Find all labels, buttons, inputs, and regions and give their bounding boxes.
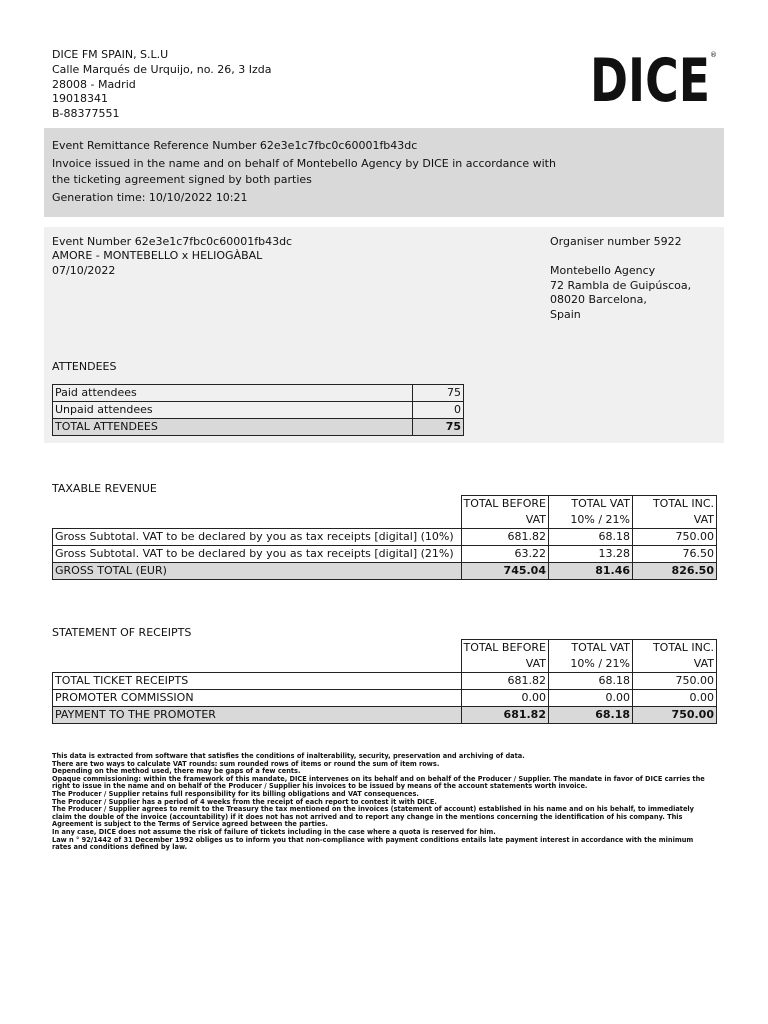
remittance-reference: Event Remittance Reference Number 62e3e1c7fbc0c60001fb43dc xyxy=(52,139,418,152)
company-name: DICE FM SPAIN, S.L.U xyxy=(52,48,169,61)
organiser-city: 08020 Barcelona, xyxy=(550,293,647,306)
before-vat-cell: 63.22 xyxy=(461,546,548,563)
row-label: Gross Subtotal. VAT to be declared by you as tax receipts [digital] (21%) xyxy=(53,546,462,563)
taxable-revenue-title: TAXABLE REVENUE xyxy=(52,482,157,495)
gross-total-vat: 81.46 xyxy=(549,563,633,580)
gross-total-label: GROSS TOTAL (EUR) xyxy=(53,563,462,580)
note-line: rates and conditions defined by law. xyxy=(52,843,188,852)
header-row xyxy=(53,640,717,673)
note-line: The Producer / Supplier retains full responsibility for its billing obligations and VAT consequences. xyxy=(52,789,419,798)
invoice-statement-line2: the ticketing agreement signed by both parties xyxy=(52,173,312,186)
column-header-before-vat: TOTAL BEFORE VAT xyxy=(461,640,548,673)
svg-text:DICE: DICE xyxy=(590,50,710,104)
taxable-revenue-table xyxy=(52,495,717,580)
inc-vat-cell: 0.00 xyxy=(633,690,717,707)
company-tax-id: B-88377551 xyxy=(52,107,120,121)
note-line: In any case, DICE does not assume the risk of failure of tickets including in the case where a quota is reserved for him. xyxy=(52,827,496,836)
organiser-country: Spain xyxy=(550,308,581,321)
event-date: 07/10/2022 xyxy=(52,264,116,277)
total-row xyxy=(53,563,717,580)
attendee-value: 0 xyxy=(413,402,464,419)
dice-logo xyxy=(590,50,718,104)
table-row xyxy=(53,529,717,546)
company-city: 28008 - Madrid xyxy=(52,77,136,91)
company-address xyxy=(52,48,271,122)
organiser-street: 72 Rambla de Guipúscoa, xyxy=(550,279,692,292)
payment-vat: 68.18 xyxy=(549,707,633,724)
inc-vat-cell: 76.50 xyxy=(633,546,717,563)
attendee-label: Unpaid attendees xyxy=(53,402,413,419)
payment-inc-vat: 750.00 xyxy=(633,707,717,724)
total-attendees-label: TOTAL ATTENDEES xyxy=(53,419,413,436)
attendees-table xyxy=(52,384,464,436)
table-row xyxy=(53,673,717,690)
event-name: AMORE - MONTEBELLO x HELIOGÀBAL xyxy=(52,249,263,262)
column-header-vat: TOTAL VAT 10% / 21% xyxy=(549,640,633,673)
vat-cell: 68.18 xyxy=(549,529,633,546)
organiser-number: Organiser number 5922 xyxy=(550,235,682,248)
vat-cell: 13.28 xyxy=(549,546,633,563)
company-phone: 19018341 xyxy=(52,92,108,106)
note-line: Opaque commissioning: within the framework of this mandate, DICE intervenes on its behalf and on behalf of the Producer / Supplier. The mandate in favor of DICE carries the xyxy=(52,774,705,783)
attendee-label: Paid attendees xyxy=(53,385,413,402)
attendee-value: 75 xyxy=(413,385,464,402)
svg-text:®: ® xyxy=(710,51,717,59)
before-vat-cell: 681.82 xyxy=(461,529,548,546)
note-line: right to issue in the name and on behalf of the Producer / Supplier his invoices to be issued by means of the account statements worth invoice. xyxy=(52,782,588,791)
column-header-inc-vat: TOTAL INC. VAT xyxy=(633,640,717,673)
gross-total-inc-vat: 826.50 xyxy=(633,563,717,580)
gross-total-before-vat: 745.04 xyxy=(461,563,548,580)
payment-to-promoter-label: PAYMENT TO THE PROMOTER xyxy=(53,707,462,724)
before-vat-cell: 681.82 xyxy=(461,673,548,690)
statement-of-receipts-title: STATEMENT OF RECEIPTS xyxy=(52,626,192,639)
table-row xyxy=(53,402,464,419)
event-panel xyxy=(44,227,724,443)
note-line: This data is extracted from software that satisfies the conditions of inalterability, security, preservation and archiving of data. xyxy=(52,752,525,760)
total-row xyxy=(53,707,717,724)
table-row xyxy=(53,546,717,563)
payment-before-vat: 681.82 xyxy=(461,707,548,724)
note-line: The Producer / Supplier agrees to remit to the Treasury the tax mentioned on the invoices (statement of account) established in his name and on his behalf, to immediately xyxy=(52,805,694,814)
legal-notes xyxy=(52,753,732,852)
note-line: claim the double of the invoice (accountability) if it does not has not arrived and to report any change in the mentions concerning the identification of his company. This xyxy=(52,812,683,821)
receipts-table xyxy=(52,639,717,724)
row-label: Gross Subtotal. VAT to be declared by you as tax receipts [digital] (10%) xyxy=(53,529,462,546)
note-line: Depending on the method used, there may be gaps of a few cents. xyxy=(52,767,301,776)
column-header-inc-vat: TOTAL INC. VAT xyxy=(633,496,717,529)
note-line: Agreement is subject to the Terms of Service agreed between the parties. xyxy=(52,820,328,829)
inc-vat-cell: 750.00 xyxy=(633,529,717,546)
total-row xyxy=(53,419,464,436)
company-street: Calle Marqués de Urquijo, no. 26, 3 Izda xyxy=(52,62,272,76)
vat-cell: 0.00 xyxy=(549,690,633,707)
before-vat-cell: 0.00 xyxy=(461,690,548,707)
column-header-vat: TOTAL VAT 10% / 21% xyxy=(549,496,633,529)
invoice-statement-line1: Invoice issued in the name and on behalf of Montebello Agency by DICE in accordance with xyxy=(52,157,556,170)
inc-vat-cell: 750.00 xyxy=(633,673,717,690)
organiser-name: Montebello Agency xyxy=(550,264,656,277)
total-attendees-value: 75 xyxy=(413,419,464,436)
row-label: PROMOTER COMMISSION xyxy=(53,690,462,707)
note-line: There are two ways to calculate VAT rounds: sum rounded rows of items or round the sum of item rows. xyxy=(52,759,440,768)
header-row xyxy=(53,496,717,529)
event-number: Event Number 62e3e1c7fbc0c60001fb43dc xyxy=(52,235,293,248)
note-line: Law n ° 92/1442 of 31 December 1992 obliges us to inform you that non-compliance with payment conditions entails late payment interest in accordance with the minimum xyxy=(52,835,694,844)
vat-cell: 68.18 xyxy=(549,673,633,690)
note-line: The Producer / Supplier has a period of 4 weeks from the receipt of each report to contest it with DICE. xyxy=(52,797,437,806)
attendees-title: ATTENDEES xyxy=(52,360,117,373)
remittance-info xyxy=(44,128,724,217)
table-row xyxy=(53,690,717,707)
table-row xyxy=(53,385,464,402)
row-label: TOTAL TICKET RECEIPTS xyxy=(53,673,462,690)
generation-time: Generation time: 10/10/2022 10:21 xyxy=(52,191,248,204)
column-header-before-vat: TOTAL BEFORE VAT xyxy=(461,496,548,529)
